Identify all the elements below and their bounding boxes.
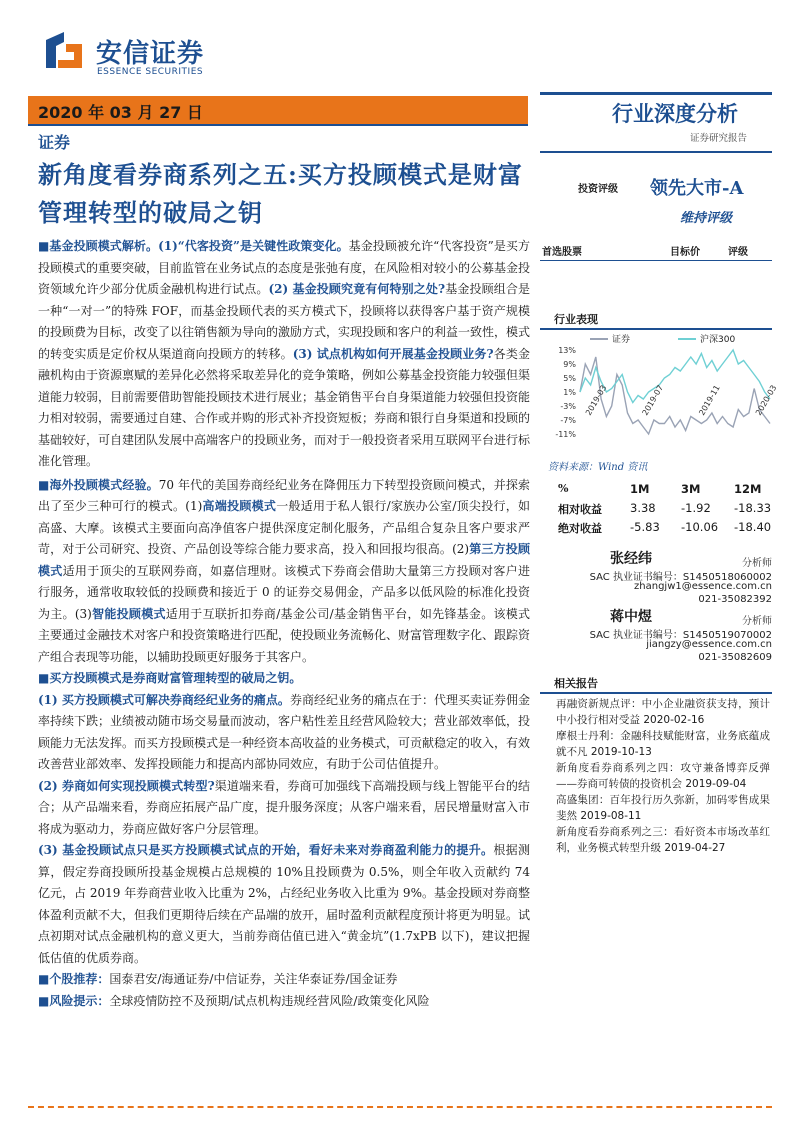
essence-logo-icon: [44, 30, 84, 70]
list-item[interactable]: 摩根士丹利：金融科技赋能财富，业务底蕴成就不凡 2019-10-13: [556, 730, 770, 758]
x-tick-label: 2020-03: [753, 383, 779, 417]
y-tick-label: 1%: [563, 388, 576, 397]
section-overseas: ■海外投顾模式经验。70 年代的美国券商经纪业务在降佣压力下转型投资顾问模式，并探索出了至少三种可行的模式。(1)高端投顾模式一般适用于私人银行/家族办公室/顶尖投行，如高盛、大摩。该模式主要面向高净值客户提供深度定制化服务，产品组合复杂且客户要求严苛，对于公司研究、投资、产品创设等综合能力要求高，投入和回报均很高。(2)第三方投顾模式适用于顶尖的互联网券商，如嘉信理财。该模式下券商会借助大量第三方投顾对客户进行服务，通常收取较低的投顾费和接近于 0 的证券交易佣金，产品多以低风险的标准化投资为主。(3)智能投顾模式适用于互联折扣券商/基金公司/基金销售平台，如先锋基金。该模式主要通过金融技术对客户和投资策略进行匹配，使投顾业务流畅化、财富管理数字化、跟踪资产组合表现等功能，以辅助投顾更好服务于其客户。: [38, 477, 531, 664]
rating-value: 领先大市-A: [650, 178, 744, 199]
paragraph-pain-points: (1) 买方投顾模式可解决券商经纪业务的痛点。券商经纪业务的痛点在于：代理买卖证券佣金率持续下跌；业绩被动随市场交易量而波动，客户粘性差且经营风险较大；营业部效率低，投顾能力无法发挥。而买方投顾模式是一种经资本高收益的业务模式，可贡献稳定的收入，有效改善营业部效率、发挥投顾能力和提高内部协同效应，有助于公司估值提升。: [38, 692, 531, 771]
y-tick-label: 13%: [558, 346, 576, 355]
table-row: 相对收益 3.38 -1.92 -18.33: [558, 501, 772, 516]
table-row: 绝对收益 -5.83 -10.06 -18.40: [558, 520, 772, 535]
report-date: 2020 年 03 月 27 日: [38, 103, 203, 122]
risk-warning: ■风险提示：全球疫情防控不及预期/试点机构违规经营风险/政策变化风险: [38, 993, 430, 1008]
paragraph-pilot: (3) 基金投顾试点只是买方投顾模式试点的开始，看好未来对券商盈利能力的提升。根据测算，假定券商投顾所投基金规模占总规模的 10%且投顾费为 0.5%，则全年收入贡献约 74 亿元，占 2019 年券商营业收入比重为 2%，占经纪业务收入比重为 9%。基金投顾对券商整体盈利贡献不大，但我们更期待后续在产品端的放开，届时盈利贡献程度预计将更为明显。试点初期对试点金融机构的意义更大，当前券商估值已进入“黄金坑”(1.7xPB 以下)，建议把握低估值的优质券商。: [38, 843, 531, 965]
y-tick-label: -3%: [560, 402, 576, 411]
report-title: 新角度看券商系列之五:买方投顾模式是财富管理转型的破局之钥: [38, 160, 523, 227]
legend-label: 证券: [612, 335, 631, 345]
series-line-csi300: [580, 350, 770, 403]
paragraph-transform: (2) 券商如何实现投顾模式转型?渠道端来看，券商可加强线下高端投顾与线上智能平台的结合；从产品端来看，券商应拓展产品广度，提升服务深度；从客户端来看，居民增量财富入市将成为驱动力，券商应做好客户分层管理。: [38, 778, 531, 836]
bullet-square-icon: ■: [38, 239, 50, 253]
sector-label: 证券: [38, 133, 71, 152]
bullet-square-icon: ■: [38, 671, 50, 685]
y-tick-label: 5%: [563, 374, 576, 383]
bullet-square-icon: ■: [38, 477, 50, 492]
sector-divider: [28, 124, 528, 126]
x-tick-label: 2019-03: [583, 383, 609, 417]
related-reports-title: 相关报告: [540, 670, 772, 694]
list-item[interactable]: 高盛集团：百年投行历久弥新，加码零售成果斐然 2019-08-11: [556, 794, 770, 822]
logo-subtext: ESSENCE SECURITIES: [97, 67, 204, 77]
list-item[interactable]: 新角度看券商系列之三：看好资本市场改革红利，业务模式转型升级 2019-04-27: [556, 826, 770, 854]
x-tick-label: 2019-07: [640, 383, 666, 417]
report-body: [38, 236, 530, 1012]
report-subtype: 证券研究报告: [690, 133, 748, 144]
report-type: 行业深度分析: [612, 102, 738, 126]
industry-performance-title: 行业表现: [540, 306, 772, 330]
performance-chart: [548, 330, 779, 454]
logo-text: 安信证券: [96, 39, 205, 69]
analyst-card: 蒋中煜 分析师 SAC 执业证书编号：S1450519070002 jiangzy@essence.com.cn 021-35082609: [589, 609, 772, 663]
list-item[interactable]: 再融资新规点评：中小企业融资获支持，预计中小投行相对受益 2020-02-16: [556, 698, 770, 726]
y-tick-label: -11%: [555, 430, 576, 439]
y-tick-label: -7%: [560, 416, 576, 425]
x-tick-label: 2019-11: [697, 383, 722, 417]
footer-divider: [28, 1106, 772, 1108]
stock-picks: ■个股推荐：国泰君安/海通证券/中信证券，关注华泰证券/国金证券: [38, 972, 398, 986]
bullet-square-icon: ■: [38, 993, 50, 1008]
analyst-card: 张经纬 分析师 SAC 执业证书编号：S1450518060002 zhangjw1@essence.com.cn 021-35082392: [589, 551, 772, 605]
section-fund-advisory: ■基金投顾模式解析。(1)“代客投资”是关键性政策变化。基金投顾被允许“代客投资”是买方投顾模式的重要突破，目前监管在业务试点的态度是张弛有度，在风险相对较小的公募基金投资领域允许少部分优质金融机构进行试点。(2) 基金投顾究竟有何特别之处?基金投顾组合是一种“一对一”的特殊 FOF，而基金投顾代表的买方模式下，投顾将以获得客户基于资产规模的投顾费为目标，改变了以往销售额为导向的激励方式，实现投顾和客户的利益一致性，模式的转变实质是定价权从渠道商向投顾方的转移。(3) 试点机构如何开展基金投顾业务?各类金融机构由于资源禀赋的差异化必然将采取差异化的竞争策略，例如公募基金投资能力较强但渠道能力较弱，目前需要借助智能投顾技术进行展业；基金销售平台自身渠道能力较强但投资能力相对较弱，需要通过自建、合作或并购的形式补齐投资短板；券商和银行自身渠道和投顾的基础较好，可自建团队发展中高端客户的投顾业务，而对于一般投资者采用互联网平台进行标准化管理。: [38, 239, 531, 468]
performance-table: [548, 480, 772, 537]
rating-maintain: 维持评级: [680, 211, 733, 226]
bullet-square-icon: ■: [38, 972, 50, 986]
related-reports-list: [556, 696, 770, 856]
rating-label: 投资评级: [578, 184, 618, 195]
y-tick-label: 9%: [563, 360, 576, 369]
chart-source: 资料来源：Wind 资讯: [548, 462, 648, 473]
legend-label: 沪深300: [700, 335, 736, 345]
list-item[interactable]: 新角度看券商系列之四：攻守兼备博弈反弹——券商可转债的投资机会 2019-09-04: [556, 762, 770, 790]
section-breakthrough: ■买方投顾模式是券商财富管理转型的破局之钥。: [38, 671, 302, 685]
table-header-row: % 1M 3M 12M: [558, 482, 762, 496]
stock-picks-header: 首选股票 目标价 评级: [540, 238, 772, 261]
